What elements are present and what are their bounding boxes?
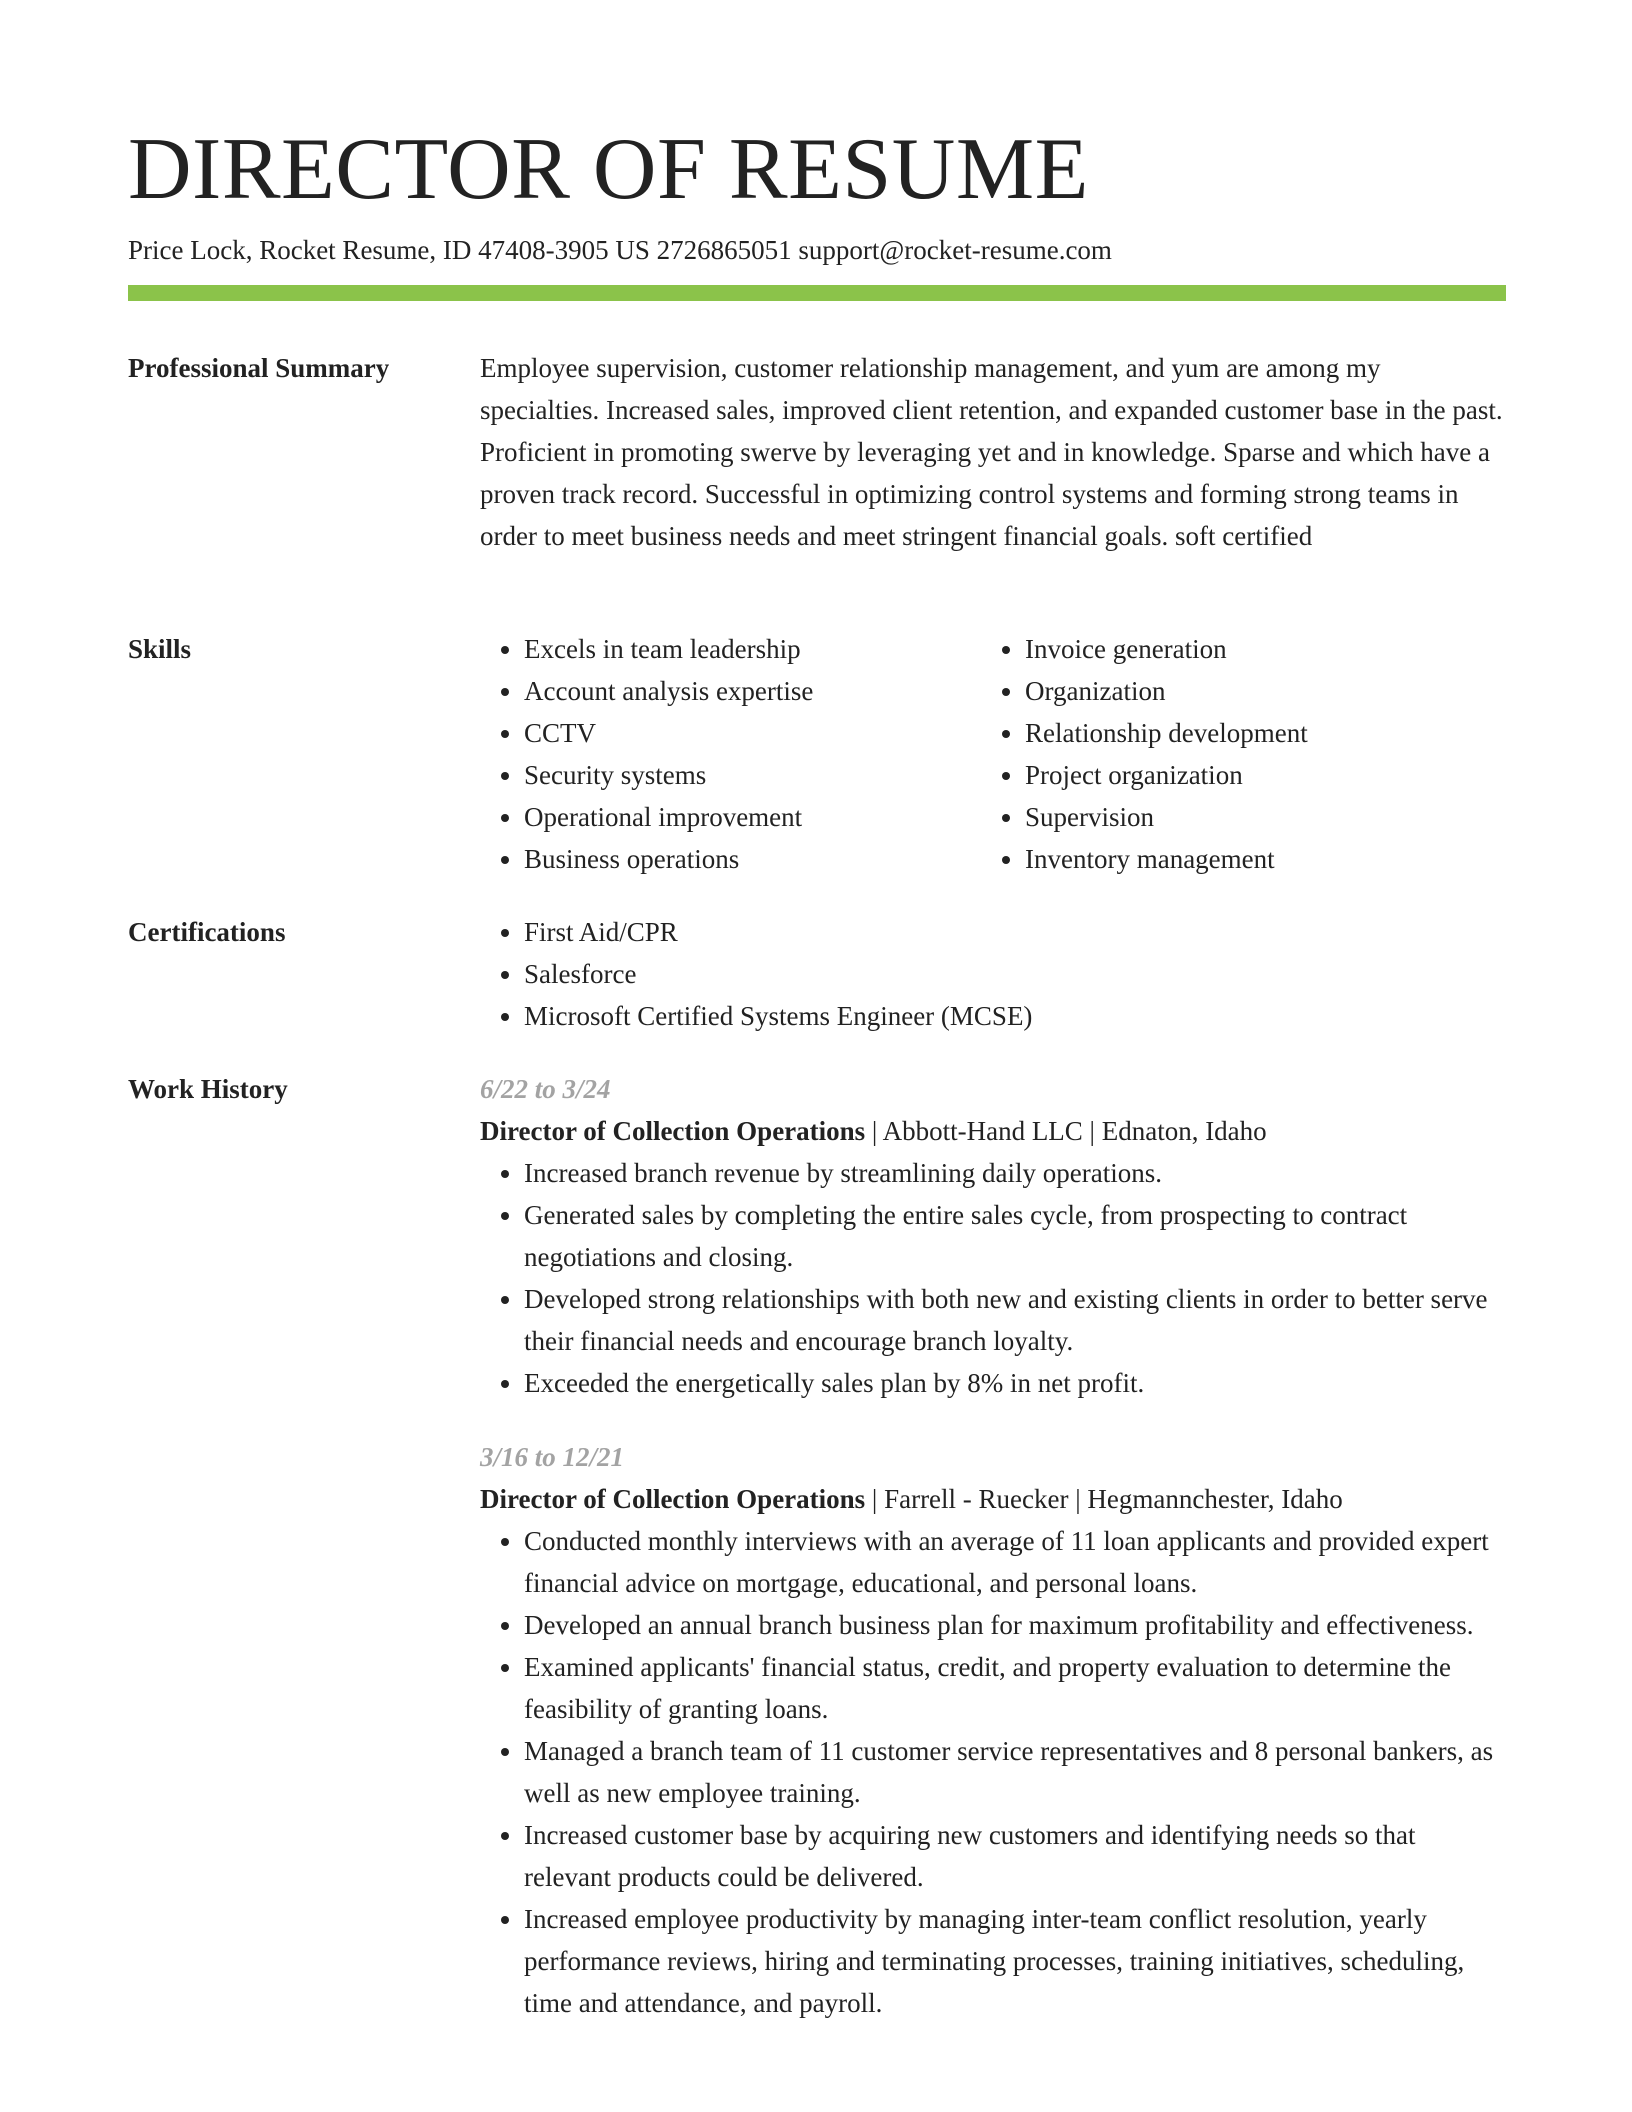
job-entry [480,1436,1506,2024]
skill-item: • Relationship development [1025,712,1486,754]
skill-item: • Business operations [524,838,985,880]
job-bullet: • Managed a branch team of 11 customer service representatives and 8 personal bankers, as well as new employee training. [524,1730,1506,1814]
skills-column-left [480,628,985,880]
certifications-body [480,911,1506,1037]
job-bullet: • Developed strong relationships with both new and existing clients in order to better serve their financial needs and encourage branch loyalty. [524,1278,1506,1362]
header-divider [128,285,1506,301]
skill-item: • CCTV [524,712,985,754]
summary-heading: Professional Summary [128,353,390,383]
skill-item: • Inventory management [1025,838,1486,880]
certifications-list [480,911,1506,1037]
skills-list-left [480,628,985,880]
job-bullet: • Developed an annual branch business plan for maximum profitability and effectiveness. [524,1604,1506,1646]
job-heading [480,1478,1506,1520]
work-history-body [480,1068,1506,2024]
work-history-heading: Work History [128,1074,288,1104]
job-bullet: • Conducted monthly interviews with an average of 11 loan applicants and provided expert financial advice on mortgage, educational, and personal loans. [524,1520,1506,1604]
certification-item: • Salesforce [524,953,1506,995]
skill-item: • Security systems [524,754,985,796]
skills-heading: Skills [128,634,192,664]
summary-text: Employee supervision, customer relationship management, and yum are among my specialties. Increased sales, improved client retention, and expanded customer base in the past. Proficient in promoting swerve by leveraging yet and in knowledge. Sparse and which have a proven track record. Successful in optimizing control systems and forming strong teams in order to meet business needs and meet stringent financial goals. soft certified [480,353,1503,551]
job-bullet: • Increased employee productivity by managing inter-team conflict resolution, yearly performance reviews, hiring and terminating processes, training initiatives, scheduling, time and attendance, and payroll. [524,1898,1506,2024]
job-details: | Farrell - Ruecker | Hegmannchester, Idaho [865,1484,1343,1514]
job-bullets [480,1152,1506,1404]
job-bullet: • Exceeded the energetically sales plan by 8% in net profit. [524,1362,1506,1404]
job-entry [480,1068,1506,1404]
skill-item: • Supervision [1025,796,1486,838]
job-bullet: • Examined applicants' financial status, credit, and property evaluation to determine the feasibility of granting loans. [524,1646,1506,1730]
job-title: Director of Collection Operations [480,1484,866,1514]
job-bullets [480,1520,1506,2024]
resume-name: DIRECTOR OF RESUME [128,121,1089,218]
job-dates: 6/22 to 3/24 [480,1074,611,1104]
skills-column-right [981,628,1486,880]
skill-item: • Project organization [1025,754,1486,796]
job-details: | Abbott-Hand LLC | Ednaton, Idaho [865,1116,1267,1146]
summary-body [480,347,1506,557]
job-heading [480,1110,1506,1152]
skill-item: • Excels in team leadership [524,628,985,670]
job-bullet: • Generated sales by completing the entire sales cycle, from prospecting to contract negotiations and closing. [524,1194,1506,1278]
certifications-heading: Certifications [128,917,286,947]
job-title: Director of Collection Operations [480,1116,866,1146]
skills-list-right [981,628,1486,880]
skill-item: • Account analysis expertise [524,670,985,712]
certification-item: • Microsoft Certified Systems Engineer (MCSE) [524,995,1506,1037]
job-bullet: • Increased branch revenue by streamlining daily operations. [524,1152,1506,1194]
skill-item: • Operational improvement [524,796,985,838]
certification-item: • First Aid/CPR [524,911,1506,953]
job-bullet: • Increased customer base by acquiring new customers and identifying needs so that relevant products could be delivered. [524,1814,1506,1898]
skill-item: • Invoice generation [1025,628,1486,670]
contact-line: Price Lock, Rocket Resume, ID 47408-3905 US 2726865051 support@rocket-resume.com [128,235,1112,265]
job-dates: 3/16 to 12/21 [480,1442,625,1472]
skill-item: • Organization [1025,670,1486,712]
